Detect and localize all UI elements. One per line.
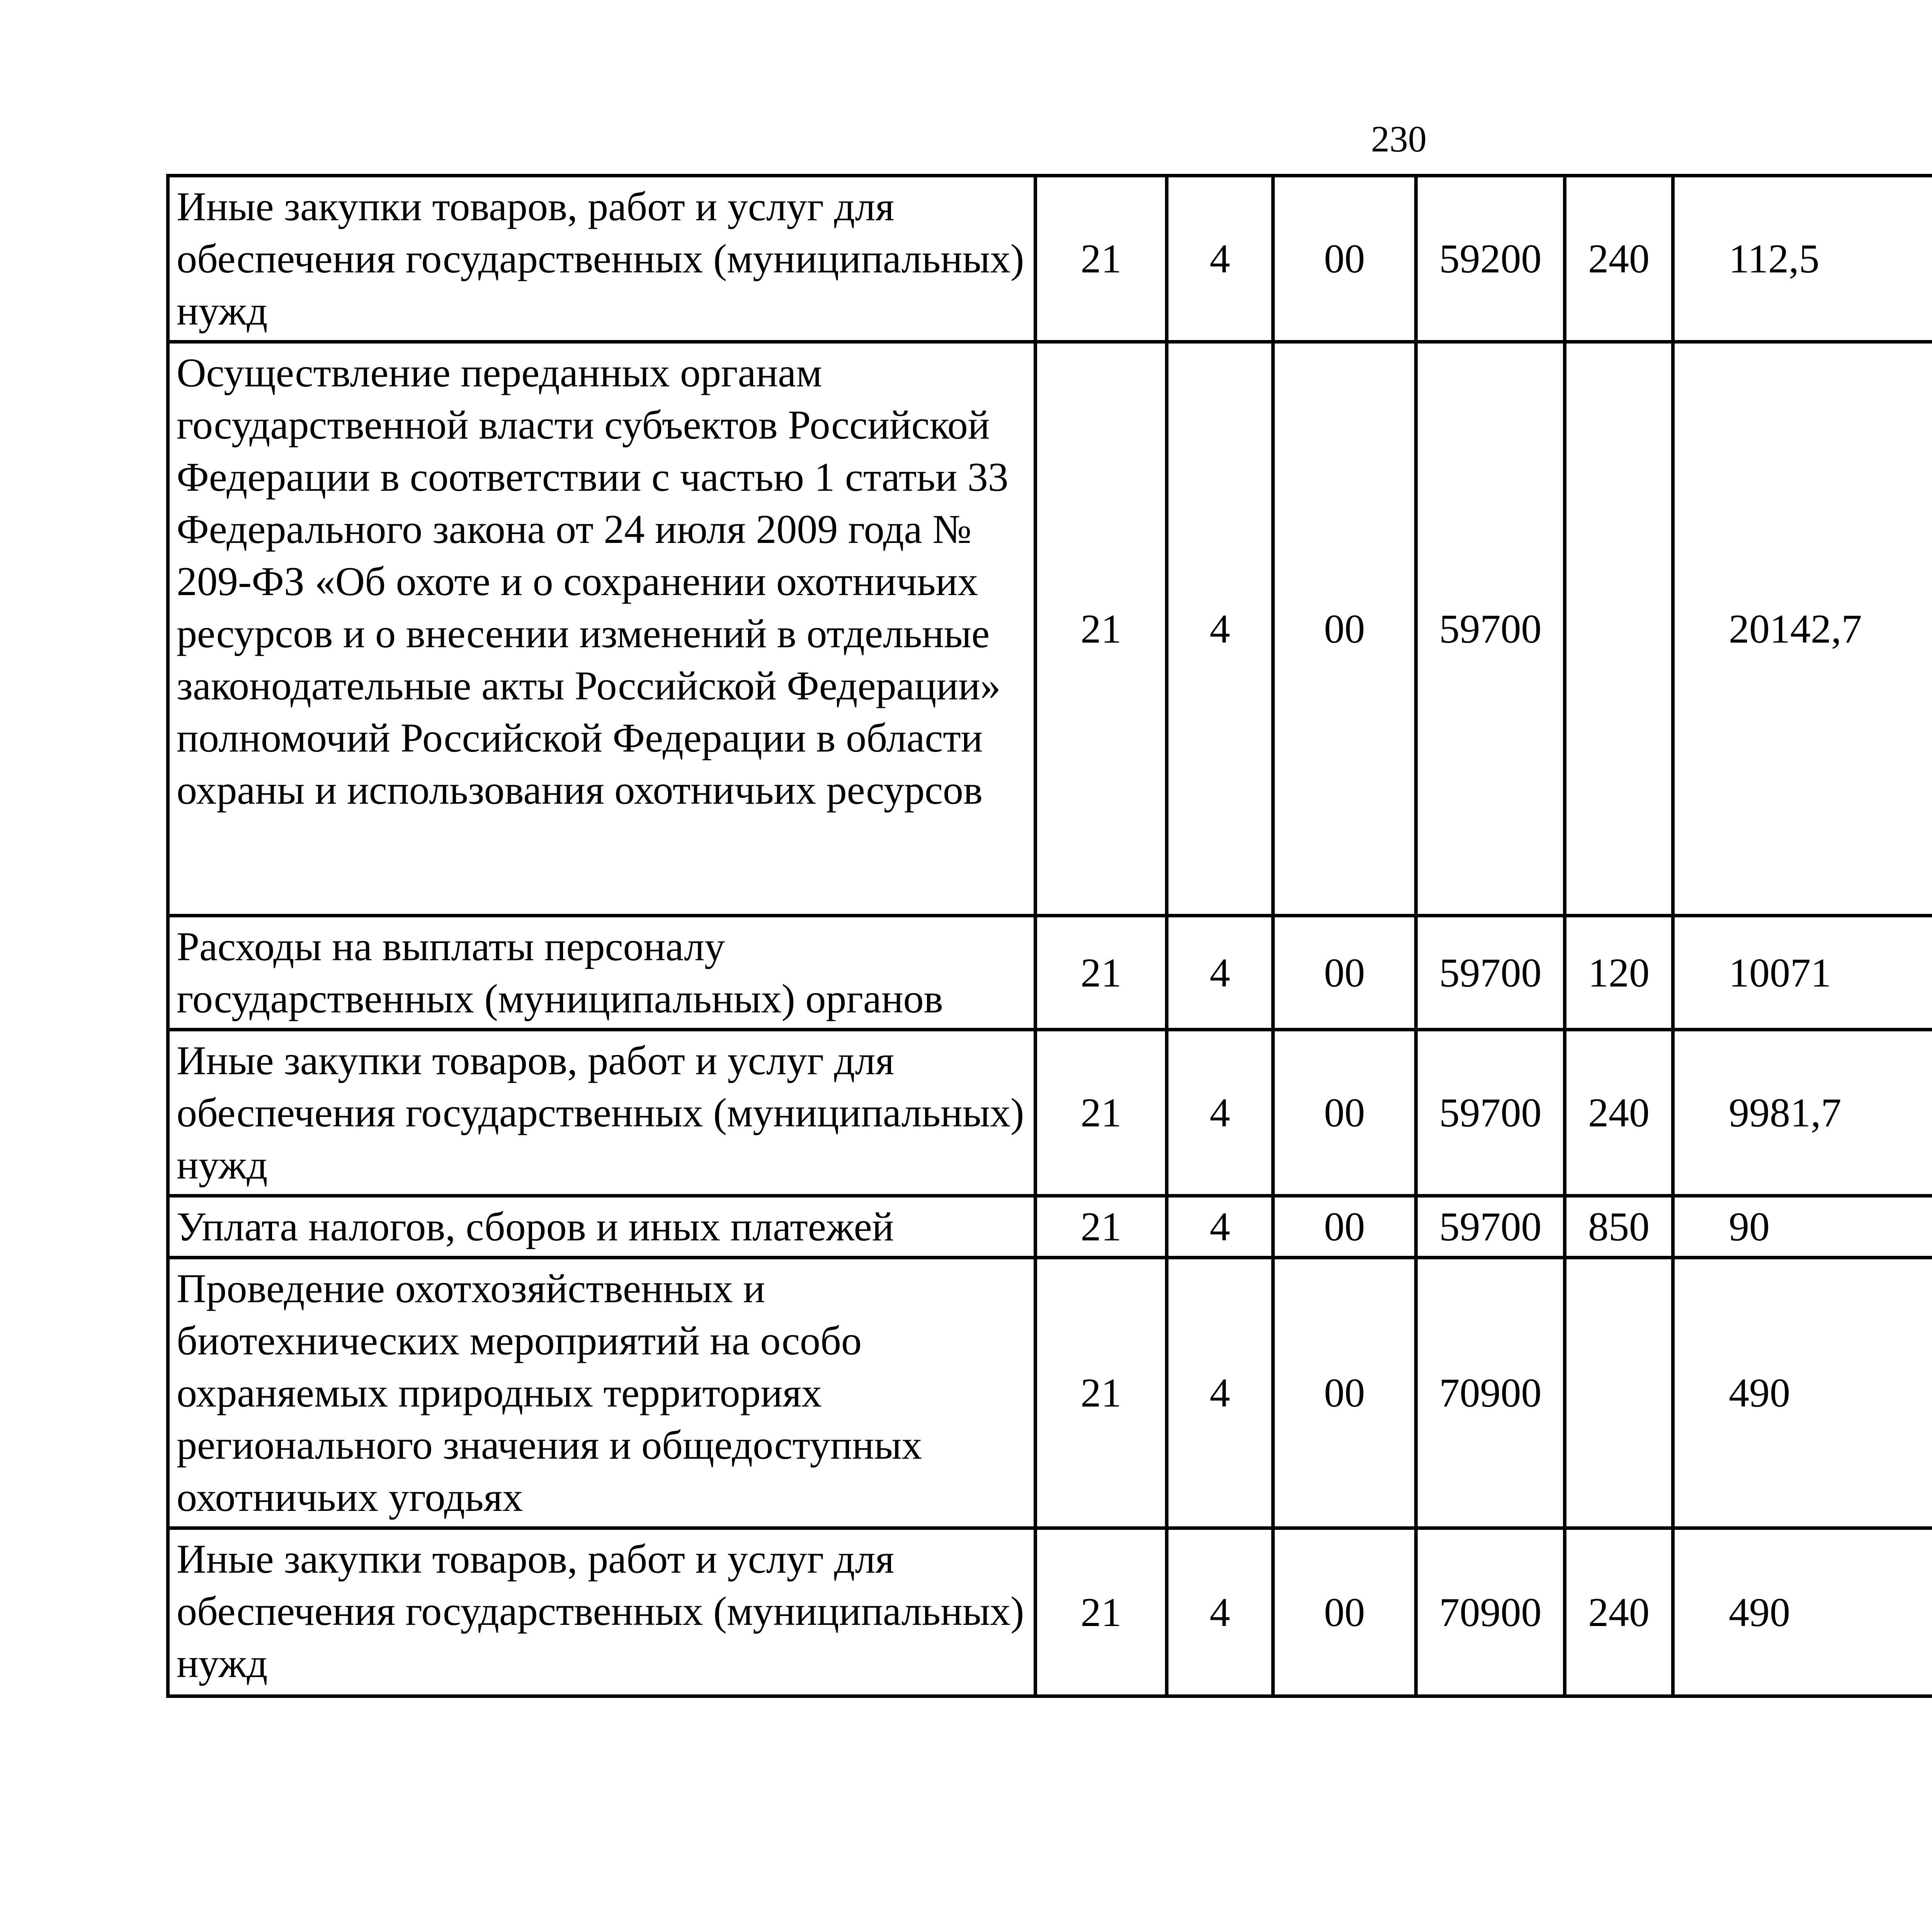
code-program: 00 [1273,342,1416,916]
code-expense-type: 240 [1565,1528,1673,1696]
amount-year-1: 490 [1673,1258,1932,1528]
table-row [168,1258,1932,1528]
code-target: 59200 [1416,176,1565,342]
code-target: 59700 [1416,916,1565,1030]
code-subsection: 4 [1167,1030,1273,1196]
code-expense-type [1565,1258,1673,1528]
expense-name: Уплата налогов, сборов и иных платежей [168,1196,1036,1258]
code-expense-type [1565,342,1673,916]
code-program: 00 [1273,1196,1416,1258]
code-section: 21 [1036,342,1167,916]
expense-name: Иные закупки товаров, работ и услуг для обеспечения государственных (муниципальных) нужд [168,176,1036,342]
code-program: 00 [1273,176,1416,342]
code-target: 59700 [1416,342,1565,916]
code-target: 70900 [1416,1258,1565,1528]
code-target: 70900 [1416,1528,1565,1696]
expense-name: Иные закупки товаров, работ и услуг для обеспечения государственных (муниципальных) нужд [168,1528,1036,1696]
amount-year-1: 112,5 [1673,176,1932,342]
expense-name: Осуществление переданных органам государственной власти субъектов Российской Федерации в соответствии с частью 1 статьи 33 Федерального закона от 24 июля 2009 года № 209-ФЗ «Об охоте и о сохранении охотничьих ресурсов и о внесении изменений в отдельные законодательные акты Российской Федерации» полномочий Российской Федерации в области охраны и использования охотничьих ресурсов [168,342,1036,916]
amount-year-1: 10071 [1673,916,1932,1030]
code-expense-type: 240 [1565,1030,1673,1196]
code-section: 21 [1036,1196,1167,1258]
code-program: 00 [1273,1258,1416,1528]
budget-table [166,174,1932,1698]
code-subsection: 4 [1167,1528,1273,1696]
amount-year-1: 90 [1673,1196,1932,1258]
code-expense-type: 240 [1565,176,1673,342]
expense-name: Расходы на выплаты персоналу государственных (муниципальных) органов [168,916,1036,1030]
code-target: 59700 [1416,1030,1565,1196]
code-subsection: 4 [1167,342,1273,916]
expense-name: Иные закупки товаров, работ и услуг для обеспечения государственных (муниципальных) нужд [168,1030,1036,1196]
amount-year-1: 20142,7 [1673,342,1932,916]
code-subsection: 4 [1167,1196,1273,1258]
code-expense-type: 850 [1565,1196,1673,1258]
code-section: 21 [1036,916,1167,1030]
table-row [168,1030,1932,1196]
code-section: 21 [1036,1528,1167,1696]
code-expense-type: 120 [1565,916,1673,1030]
code-program: 00 [1273,1030,1416,1196]
code-section: 21 [1036,1030,1167,1196]
table-row [168,916,1932,1030]
expense-name: Проведение охотхозяйственных и биотехнических мероприятий на особо охраняемых природных территориях регионального значения и общедоступных охотничьих угодьях [168,1258,1036,1528]
code-target: 59700 [1416,1196,1565,1258]
code-program: 00 [1273,1528,1416,1696]
table-row [168,1528,1932,1696]
code-section: 21 [1036,1258,1167,1528]
table-row [168,342,1932,916]
code-program: 00 [1273,916,1416,1030]
page-number: 230 [1371,118,1427,160]
amount-year-1: 9981,7 [1673,1030,1932,1196]
code-subsection: 4 [1167,1258,1273,1528]
amount-year-1: 490 [1673,1528,1932,1696]
table-row [168,176,1932,342]
code-subsection: 4 [1167,176,1273,342]
table-row [168,1196,1932,1258]
code-subsection: 4 [1167,916,1273,1030]
code-section: 21 [1036,176,1167,342]
